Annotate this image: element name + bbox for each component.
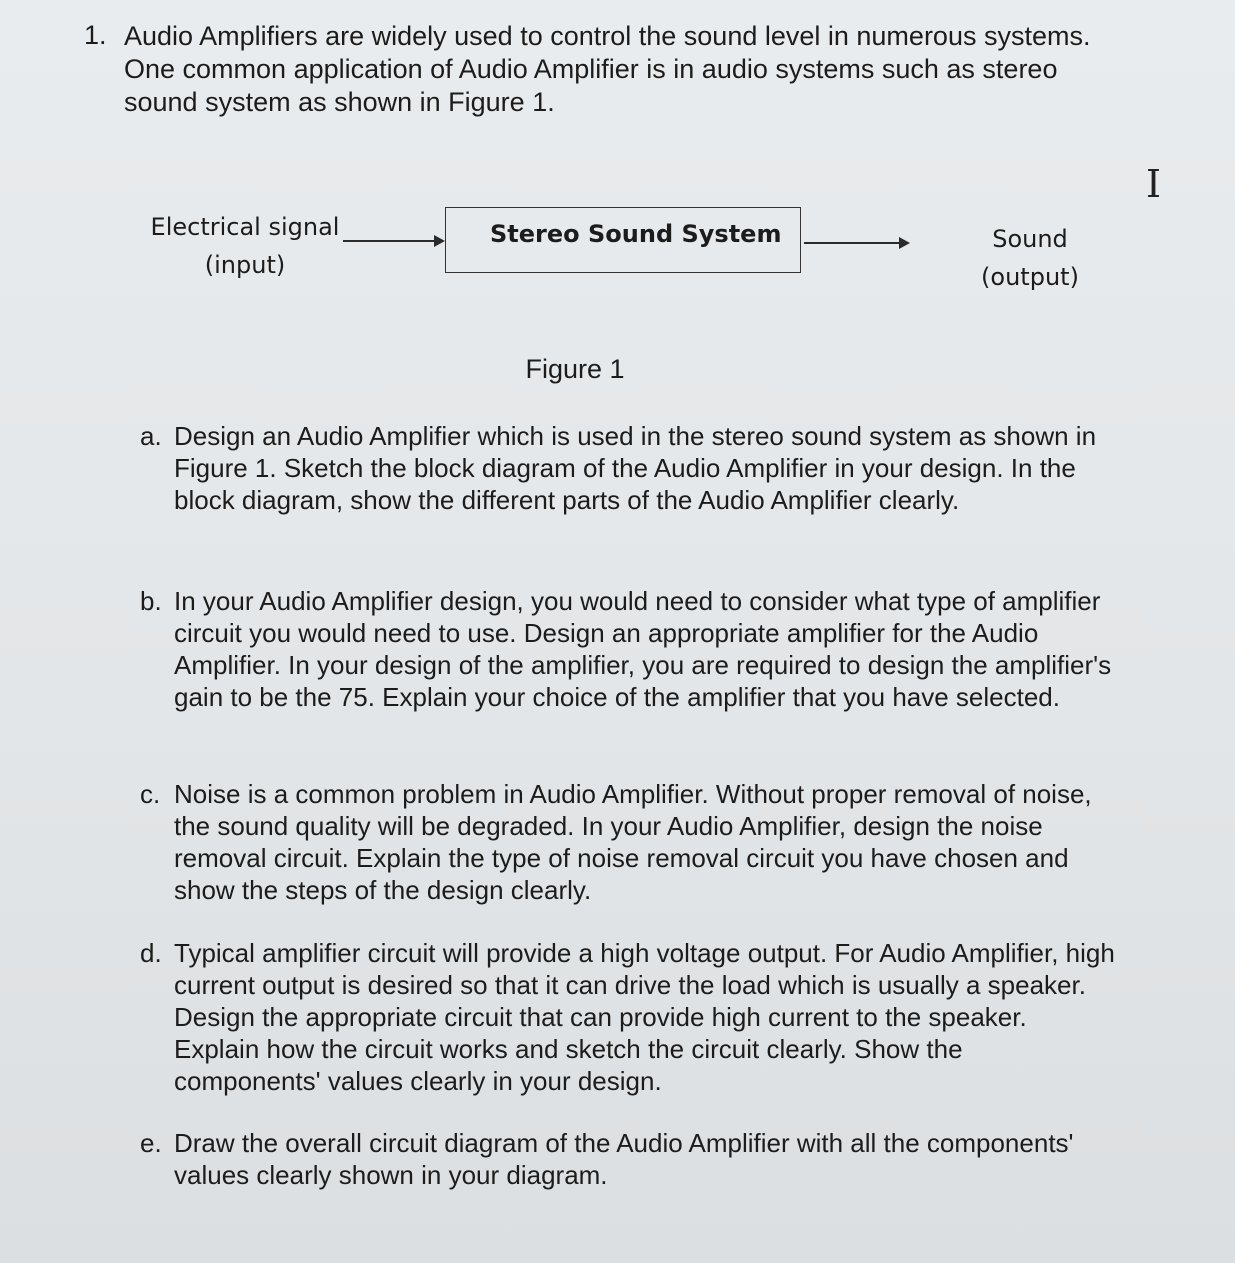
- input-arrow: [343, 240, 443, 242]
- question-intro: Audio Amplifiers are widely used to control the sound level in numerous systems. One common application of Audio Amplifier is in audio systems such as stereo sound system as shown in Figure 1.: [124, 21, 1091, 117]
- output-arrow: [804, 242, 908, 244]
- part-d-letter: d.: [140, 938, 162, 968]
- part-a: [140, 420, 1115, 516]
- part-c: [140, 778, 1115, 906]
- part-a-text: Design an Audio Amplifier which is used in the stereo sound system as shown in Figure 1. Sketch the block diagram of the Audio Amplifier in your design. In the block diagram, show the different parts of the Audio Amplifier clearly.: [174, 421, 1097, 515]
- part-e-letter: e.: [140, 1128, 162, 1158]
- part-a-letter: a.: [140, 421, 162, 451]
- part-b: [140, 585, 1115, 713]
- part-e-text: Draw the overall circuit diagram of the Audio Amplifier with all the components' values clearly shown in your diagram.: [174, 1128, 1074, 1190]
- part-c-text: Noise is a common problem in Audio Amplifier. Without proper removal of noise, the sound quality will be degraded. In your Audio Amplifier, design the noise removal circuit. Explain the type of noise removal circuit you have chosen and show the steps of the design clearly.: [174, 779, 1092, 905]
- part-b-letter: b.: [140, 586, 162, 616]
- part-d-text: Typical amplifier circuit will provide a high voltage output. For Audio Amplifier, high current output is desired so that it can drive the load which is usually a speaker. Design the appropriate circuit that can provide high current to the speaker. Explain how the circuit works and sketch the circuit clearly. Show the components' values clearly in your design.: [174, 938, 1115, 1096]
- output-label: Sound (output): [981, 225, 1079, 291]
- figure-caption: Figure 1: [525, 354, 625, 384]
- part-d: [140, 937, 1115, 1097]
- input-label-line1: Electrical signal: [150, 213, 340, 241]
- part-e: [140, 1127, 1115, 1191]
- part-b-text: In your Audio Amplifier design, you would need to consider what type of amplifier circuit you would need to use. Design an appropriate amplifier for the Audio Amplifier. In your design of the amplifier, you are required to design the amplifier's gain to be the 75. Explain your choice of the amplifier that you have selected.: [174, 586, 1112, 712]
- question-number: 1.: [84, 20, 107, 50]
- part-c-letter: c.: [140, 779, 161, 809]
- input-label: [140, 208, 350, 284]
- text-cursor-icon: I: [1146, 162, 1162, 206]
- system-block: Stereo Sound System: [445, 207, 801, 273]
- input-label-line2: (input): [204, 251, 286, 279]
